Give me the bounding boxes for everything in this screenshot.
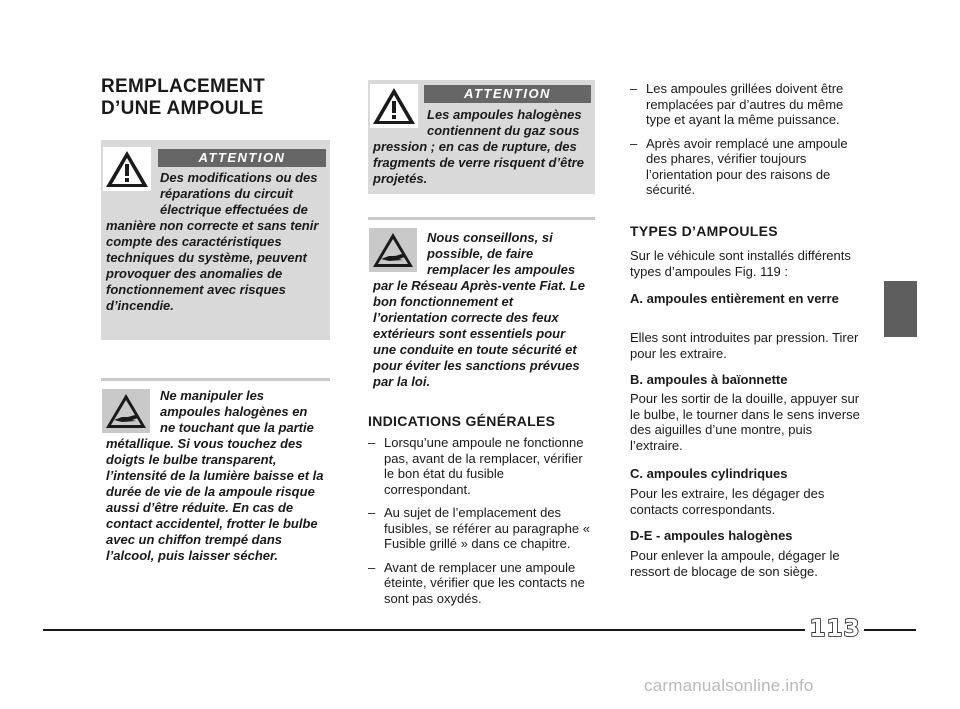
general-list [368,435,593,614]
note-box-service-network [368,217,595,397]
warning-text: Les ampoules halogènes contiennent du gaz sous pression ; en cas de rupture, des fragments de verre risquent d’être projetés. [373,107,584,186]
type-de-title: D-E - ampoules halogènes [630,528,793,543]
footer-line-left [43,629,805,631]
section-title: REMPLACEMENT D’UNE AMPOULE [101,76,266,119]
list-item: – Au sujet de l’emplacement des fusibles, se référer au paragraphe « Fusible grillé » dans ce chapitre. [368,505,593,552]
warning-box-pressure [368,80,595,194]
type-a-title: A. ampoules entièrement en verre [630,291,839,306]
general-heading: INDICATIONS GÉNÉRALES [368,413,556,429]
warning-header: ATTENTION [158,149,326,167]
note-box-halogen-handling [101,378,330,583]
note-text: Nous conseillons, si possible, de faire remplacer les ampoules par le Réseau Après-vente Fiat. Le bon fonctionnement et l’orientation correcte des feux extérieurs sont essentiels pour une conduite en toute sécurité et pour éviter les sanctions prévues par la loi. [373,230,585,389]
note-text: Ne manipuler les ampoules halogènes en ne touchant que la partie métallique. Si vous touchez des doigts le bulbe transparent, l’intensité de la lumière baisse et la durée de vie de la ampoule risque aussi d’être réduite. En cas de contact accidentel, frotter le bulbe avec un chiffon trempé dans l’alcool, puis laisser sécher. [106,388,324,563]
list-item: – Après avoir remplacé une ampoule des phares, vérifier toujours l’orientation pour des raisons de sécurité. [630,136,860,198]
caution-hand-icon [102,389,150,433]
type-b-title: B. ampoules à baïonnette [630,372,788,387]
caution-hand-icon [369,228,417,272]
warning-triangle-icon [103,147,151,191]
type-c-title: C. ampoules cylindriques [630,466,788,481]
chapter-tab [884,281,917,337]
types-intro: Sur le véhicule sont installés différents types d’ampoules Fig. 119 : [630,248,851,279]
warning-header: ATTENTION [424,85,591,103]
warning-text: Des modifications ou des réparations du circuit électrique effectuées de manière non correcte et sans tenir compte des caractéristiques techniques du système, peuvent provoquer des anomalies de fonctionnement avec risques d’incendie. [106,170,319,313]
warning-triangle-icon [370,84,418,128]
page-number: 113 [809,616,861,642]
warning-box-electrical [101,140,330,340]
type-b-text: Pour les sortir de la douille, appuyer sur le bulbe, le tourner dans le sens inverse des aiguilles d’une montre, puis l’extraire. [630,391,860,453]
list-item: – Les ampoules grillées doivent être remplacées par d’autres du même type et ayant la même puissance. [630,81,860,128]
type-c-text: Pour les extraire, les dégager des contacts correspondants. [630,486,825,517]
list-item: – Avant de remplacer une ampoule éteinte, vérifier que les contacts ne sont pas oxydés. [368,560,593,607]
right-list [630,81,860,206]
watermark: carmanualsonline.info [644,676,814,695]
type-de-text: Pour enlever la ampoule, dégager le ressort de blocage de son siège. [630,548,840,579]
list-item: – Lorsqu’une ampoule ne fonctionne pas, avant de la remplacer, vérifier le bon état du fusible correspondant. [368,435,593,497]
types-heading: TYPES D’AMPOULES [630,223,778,239]
footer-line-right [864,629,916,631]
type-a-text: Elles sont introduites par pression. Tirer pour les extraire. [630,330,859,361]
